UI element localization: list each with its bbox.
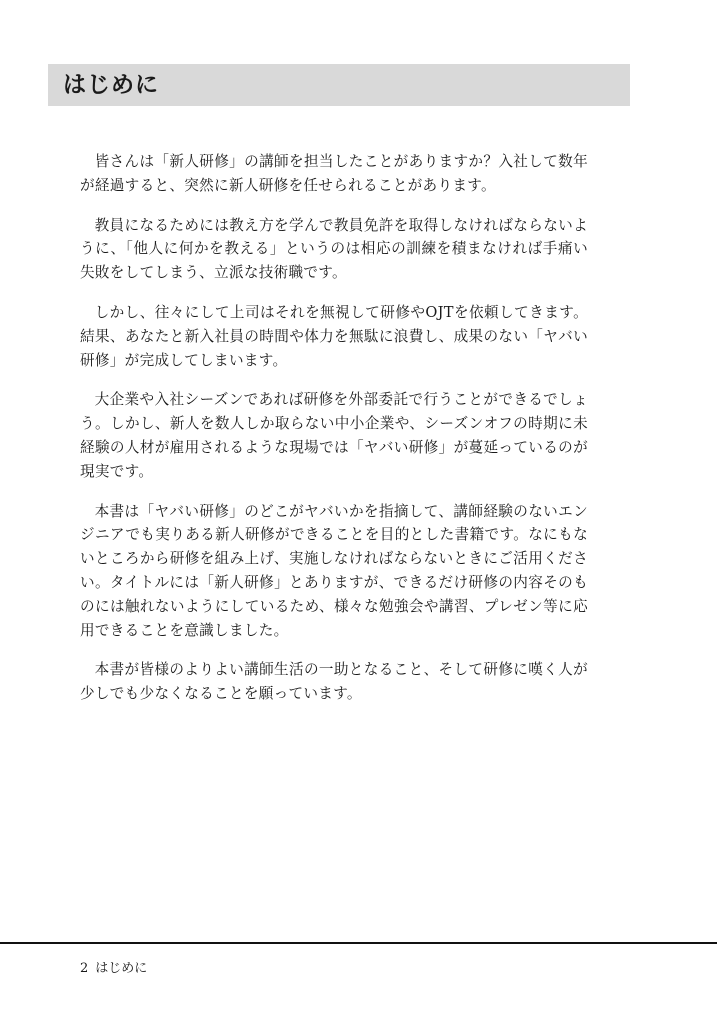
chapter-title: はじめに (63, 72, 159, 98)
paragraph-6: 本書が皆様のよりよい講師生活の一助となること、そして研修に嘆く人が少しでも少なくなることを願っています。 (80, 661, 588, 703)
page-footer (80, 960, 147, 978)
footer-section-title: はじめに (95, 961, 148, 976)
paragraph-5: 本書は「ヤバい研修」のどこがヤバいかを指摘して、講師経験のないエンジニアでも実りある新人研修ができることを目的とした書籍です。なにもないところから研修を組み上げ、実施しなければならないときにご活用ください。タイトルには「新人研修」とありますが、できるだけ研修の内容そのものには触れないようにしているため、様々な勉強会や講習、プレゼン等に応用できることを意識しました。 (80, 502, 588, 639)
chapter-header (48, 64, 630, 106)
body-text (80, 150, 588, 722)
footer-rule (0, 942, 717, 944)
page-number: 2 (80, 961, 89, 976)
paragraph-4: 大企業や入社シーズンであれば研修を外部委託で行うことができるでしょう。しかし、新人を数人しか取らない中小企業や、シーズンオフの時期に未経験の人材が雇用されるような現場では「ヤバい研修」が蔓延っているのが現実です。 (80, 391, 588, 480)
paragraph-2: 教員になるためには教え方を学んで教員免許を取得しなければならないように、「他人に何かを教える」というのは相応の訓練を積まなければ手痛い失敗をしてしまう、立派な技術職です。 (80, 216, 588, 282)
paragraph-1: 皆さんは「新人研修」の講師を担当したことがありますか？入社して数年が経過すると、突然に新人研修を任せられることがあります。 (80, 153, 588, 194)
paragraph-3: しかし、往々にして上司はそれを無視して研修やOJTを依頼してきます。結果、あなたと新入社員の時間や体力を無駄に浪費し、成果のない「ヤバい研修」が完成してしまいます。 (80, 303, 588, 369)
